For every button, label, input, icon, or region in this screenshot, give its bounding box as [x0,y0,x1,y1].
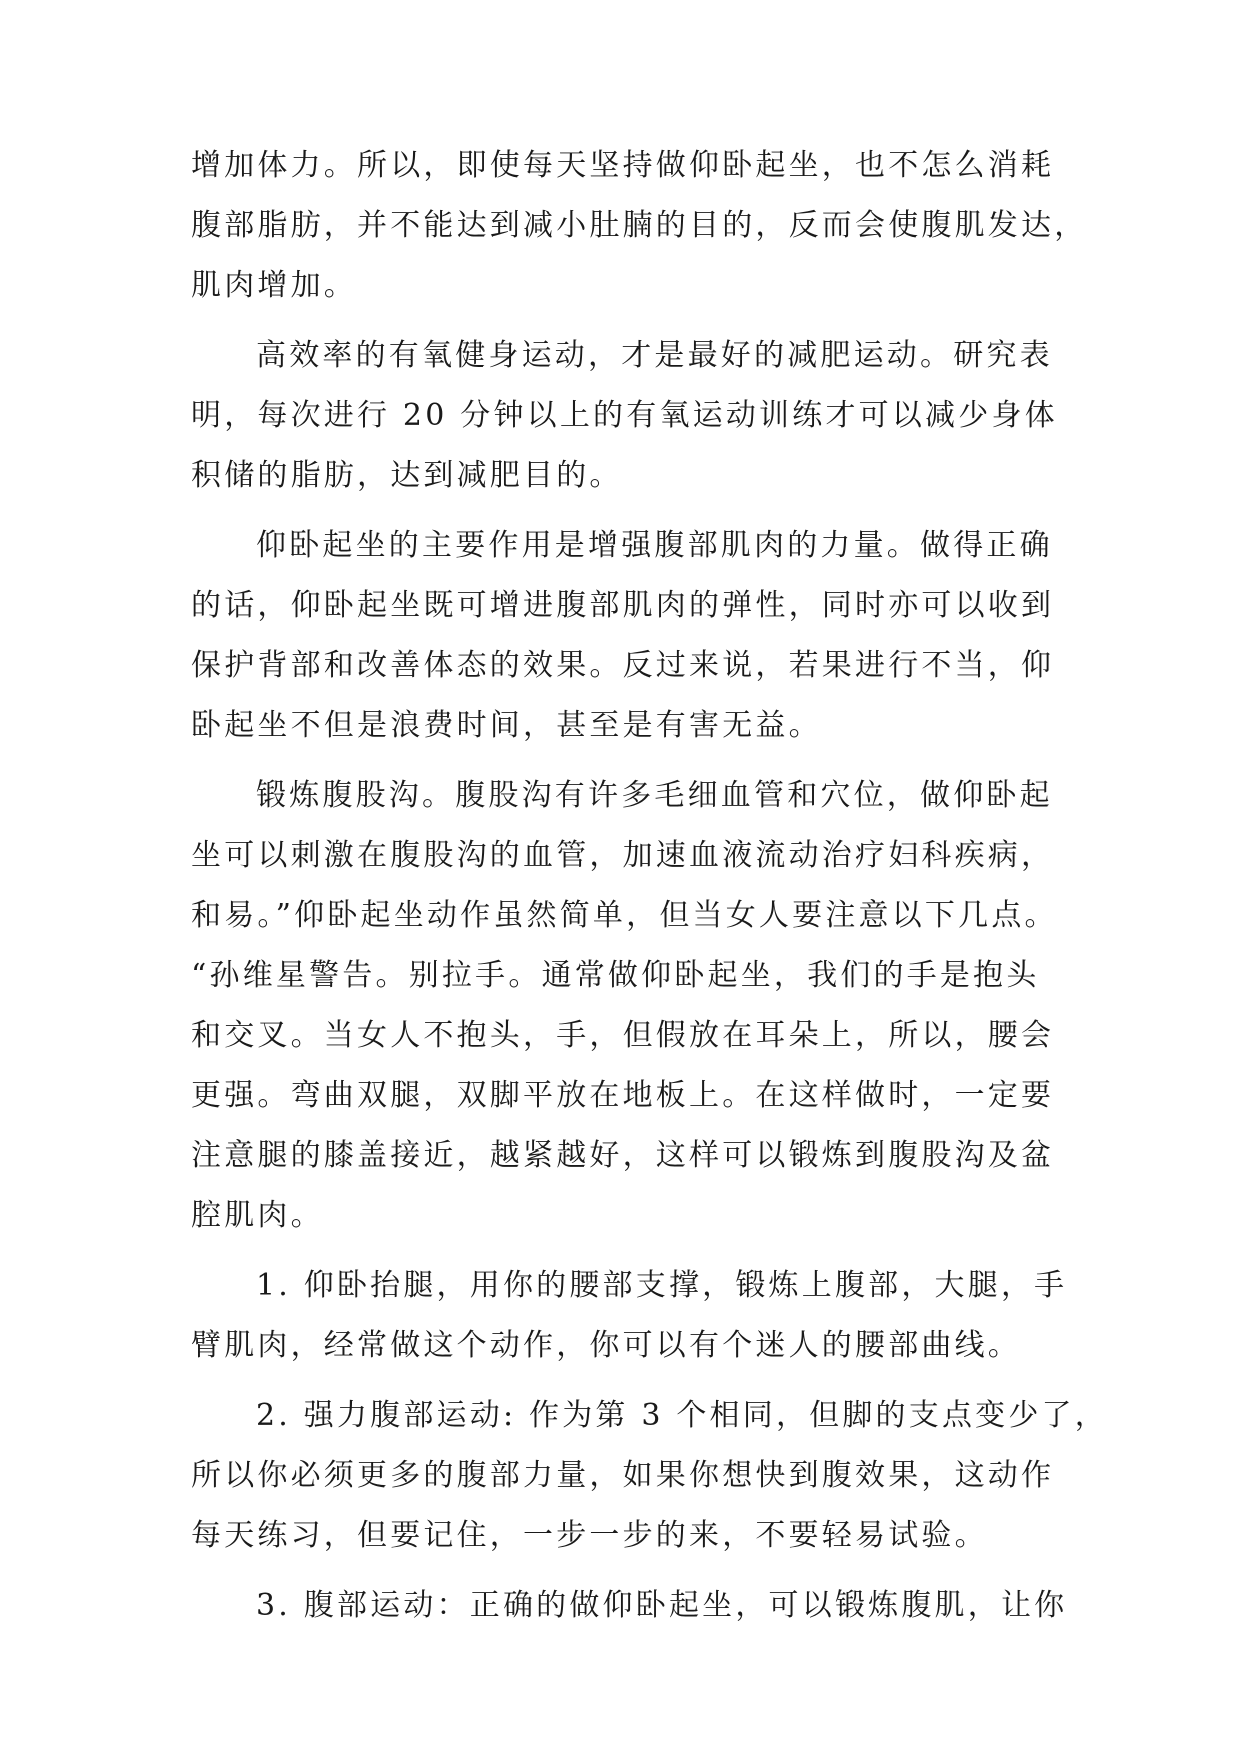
text-line: 3. 腹部运动：正确的做仰卧起坐，可以锻炼腹肌，让你 [256,1588,1068,1623]
text-line: 卧起坐不但是浪费时间，甚至是有害无益。 [191,708,822,743]
text-line: 和易。”仰卧起坐动作虽然简单，但当女人要注意以下几点。 [191,898,1058,933]
text-line: 锻炼腹股沟。腹股沟有许多毛细血管和穴位，做仰卧起 [256,778,1053,813]
text-line: 和交叉。当女人不抱头，手，但假放在耳朵上，所以，腰会 [191,1018,1055,1053]
text-line: 腔肌肉。 [191,1198,324,1233]
text-line: 明，每次进行 20 分钟以上的有氧运动训练才可以减少身体 [191,398,1058,433]
text-line: 高效率的有氧健身运动，才是最好的减肥运动。研究表 [256,338,1053,373]
text-line: 仰卧起坐的主要作用是增强腹部肌肉的力量。做得正确 [256,528,1053,563]
text-line: 保护背部和改善体态的效果。反过来说，若果进行不当，仰 [191,648,1055,683]
text-line: 2. 强力腹部运动: 作为第 3 个相同，但脚的支点变少了， [256,1398,1108,1433]
text-line: “孙维星警告。别拉手。通常做仰卧起坐，我们的手是抱头 [191,958,1040,993]
text-line: 积储的脂肪，达到减肥目的。 [191,458,623,493]
text-line: 每天练习，但要记住，一步一步的来，不要轻易试验。 [191,1518,988,1553]
text-line: 臂肌肉，经常做这个动作，你可以有个迷人的腰部曲线。 [191,1328,1021,1363]
text-line: 更强。弯曲双腿，双脚平放在地板上。在这样做时，一定要 [191,1078,1055,1113]
text-line: 的话，仰卧起坐既可增进腹部肌肉的弹性，同时亦可以收到 [191,588,1055,623]
text-line: 1. 仰卧抬腿，用你的腰部支撑，锻炼上腹部，大腿，手 [256,1268,1068,1303]
text-line: 所以你必须更多的腹部力量，如果你想快到腹效果，这动作 [191,1458,1055,1493]
text-line: 肌肉增加。 [191,268,357,303]
text-line: 腹部脂肪，并不能达到减小肚腩的目的，反而会使腹肌发达， [191,208,1088,243]
text-line: 增加体力。所以，即使每天坚持做仰卧起坐，也不怎么消耗 [191,148,1055,183]
text-line: 坐可以刺激在腹股沟的血管，加速血液流动治疗妇科疾病， [191,838,1055,873]
text-line: 注意腿的膝盖接近，越紧越好，这样可以锻炼到腹股沟及盆 [191,1138,1055,1173]
